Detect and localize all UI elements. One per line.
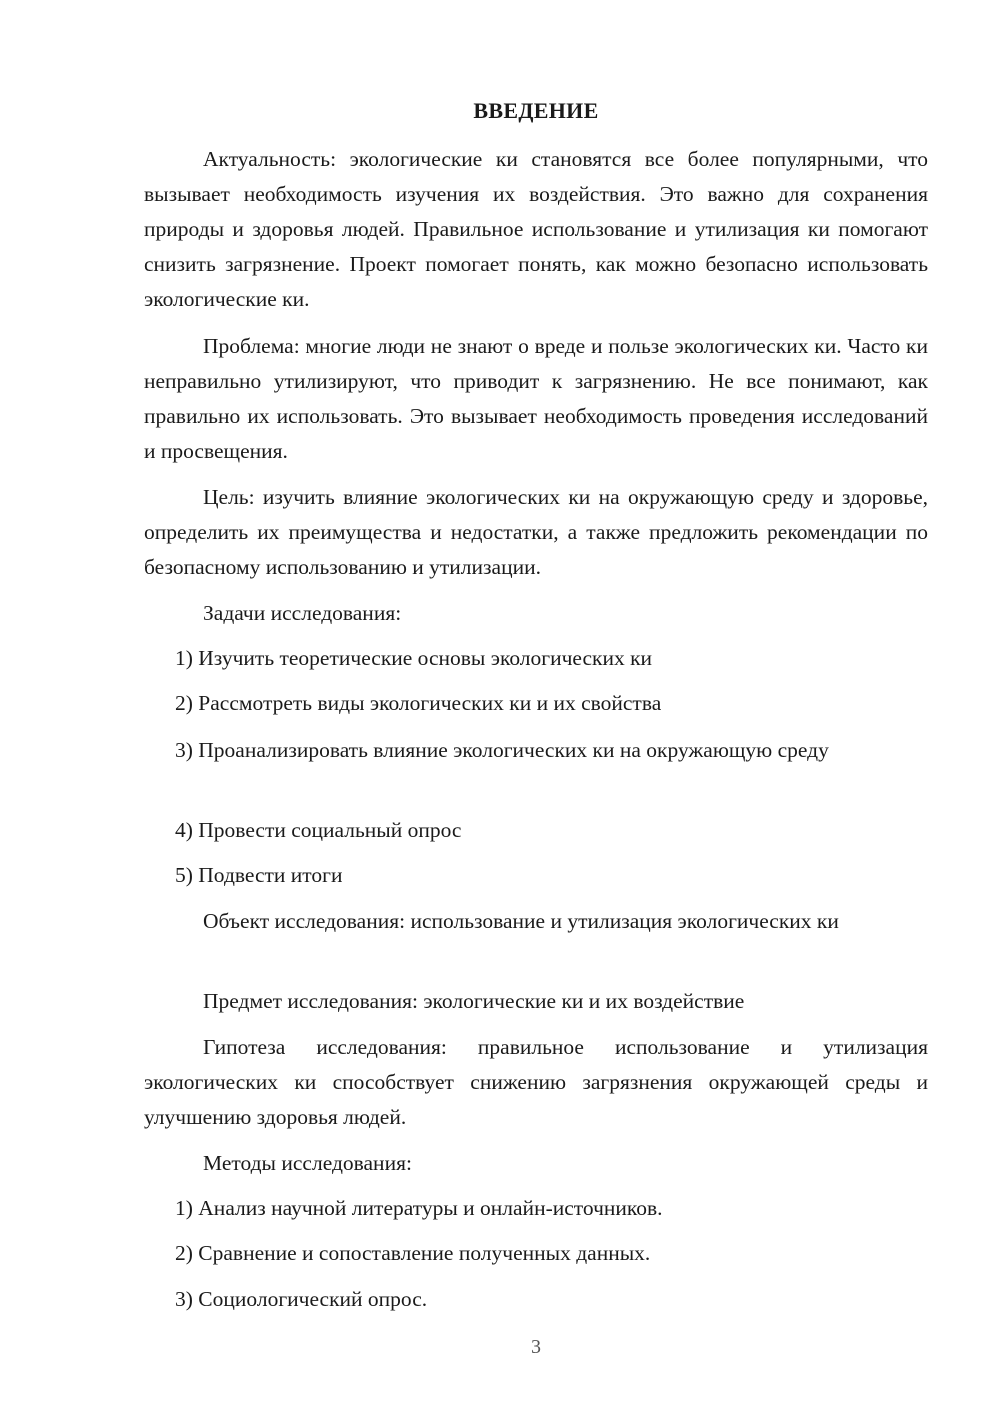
goal-paragraph: Цель: изучить влияние экологических ки на окружающую среду и здоровье, определить их преимущества и недостатки, а также предложить рекомендации по безопасному использованию и утилизации. [144, 485, 928, 579]
task-item-1: 1) Изучить теоретические основы экологических ки [175, 646, 653, 670]
task-item-3: 3) Проанализировать влияние экологических ки на окружающую среду [175, 738, 829, 762]
method-item-2: 2) Сравнение и сопоставление полученных данных. [175, 1241, 651, 1265]
methods-title: Методы исследования: [203, 1151, 412, 1175]
method-item-3: 3) Социологический опрос. [175, 1287, 428, 1311]
object-paragraph: Объект исследования: использование и утилизация экологических ки [203, 909, 839, 933]
relevance-paragraph: Актуальность: экологические ки становятся все более популярными, что вызывает необходимость изучения их воздействия. Это важно для сохранения природы и здоровья людей. Правильное использование и утилизация ки помогают снизить загрязнение. Проект помогает понять, как можно безопасно использовать экологические ки. [144, 147, 928, 311]
section-heading: ВВЕДЕНИЕ [473, 98, 599, 123]
subject-paragraph: Предмет исследования: экологические ки и их воздействие [203, 989, 745, 1013]
tasks-title: Задачи исследования: [203, 601, 402, 625]
task-item-2: 2) Рассмотреть виды экологических ки и их свойства [175, 691, 662, 715]
page-number: 3 [531, 1336, 541, 1358]
problem-paragraph: Проблема: многие люди не знают о вреде и пользе экологических ки. Часто ки неправильно утилизируют, что приводит к загрязнению. Не все понимают, как правильно их использовать. Это вызывает необходимость проведения исследований и просвещения. [144, 334, 928, 463]
task-item-4: 4) Провести социальный опрос [175, 818, 462, 842]
hypothesis-paragraph: Гипотеза исследования: правильное использование и утилизация экологических ки способствует снижению загрязнения окружающей среды и улучшению здоровья людей. [144, 1035, 928, 1129]
method-item-1: 1) Анализ научной литературы и онлайн-источников. [175, 1196, 663, 1220]
document-page [144, 0, 928, 1414]
task-item-5: 5) Подвести итоги [175, 863, 343, 887]
